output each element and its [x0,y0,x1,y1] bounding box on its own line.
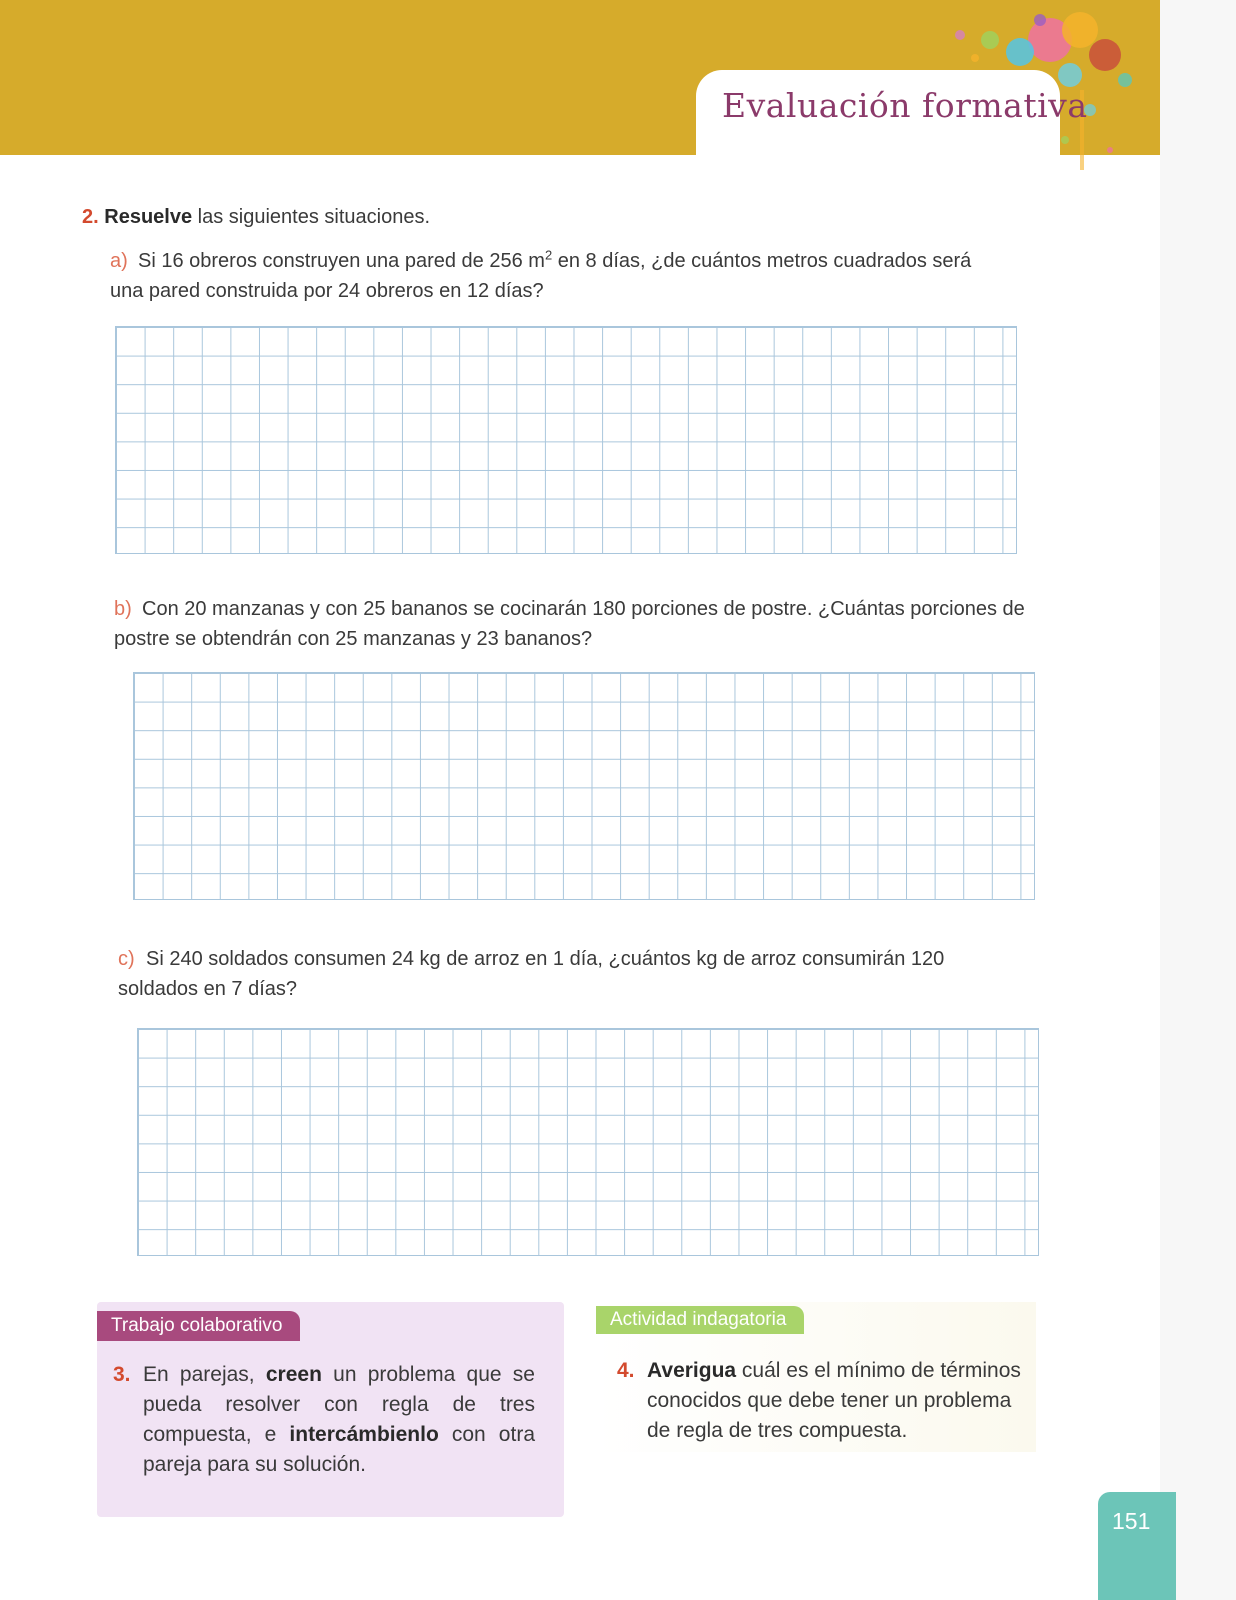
emphasis: intercámbienlo [289,1423,439,1446]
question-2-heading [82,206,430,229]
page-title: Evaluación formativa [722,86,1088,125]
inquiry-label: Actividad indagatoria [596,1306,804,1334]
emphasis: Averigua [647,1359,737,1382]
collaborative-label: Trabajo colaborativo [97,1311,300,1341]
page-number: 151 [1112,1508,1151,1534]
text-part: con otra pareja para su solución. [143,1423,535,1476]
item-text-part: Si 16 obreros construyen una pared de 256 m [138,249,545,272]
superscript: 2 [544,247,553,262]
text-part: cuál es el mínimo de términos conocidos que debe tener un problema de regla de tres compuesta. [647,1359,1021,1442]
page-edge [1160,0,1236,1600]
item-text: Con 20 manzanas y con 25 bananos se cocinarán 180 porciones de postre. ¿Cuántas porciones de postre se obtendrán con 25 manzanas y 23 bananos? [114,598,1025,650]
item-text-part: en 8 días, ¿de cuántos metros cuadrados será una pared construida por 24 obreros en 12 días? [110,249,972,302]
inquiry-text [617,1356,1039,1446]
answer-grid-c[interactable] [137,1028,1039,1256]
text-part: En parejas, [143,1363,266,1386]
question-item-a [110,240,1010,306]
emphasis: creen [265,1363,322,1386]
item-text [110,247,972,302]
question-verb: Resuelve [104,206,193,228]
question-number: 3. [113,1363,131,1386]
text-part: un problema que se pueda resolver con regla de tres compuesta, e [143,1363,535,1446]
question-item-b [114,594,1029,654]
item-letter: c) [118,948,135,970]
question-instruction: las siguientes situaciones. [192,206,431,228]
collaborative-text [113,1360,535,1480]
item-text: Si 240 soldados consumen 24 kg de arroz en 1 día, ¿cuántos kg de arroz consumirán 120 soldados en 7 días? [118,948,945,1000]
question-number: 4. [617,1359,635,1382]
answer-grid-a[interactable] [115,326,1017,554]
question-number: 2. [82,206,99,228]
answer-grid-b[interactable] [133,672,1035,900]
item-letter: a) [110,249,128,272]
item-letter: b) [114,598,132,620]
question-item-c [118,944,998,1004]
